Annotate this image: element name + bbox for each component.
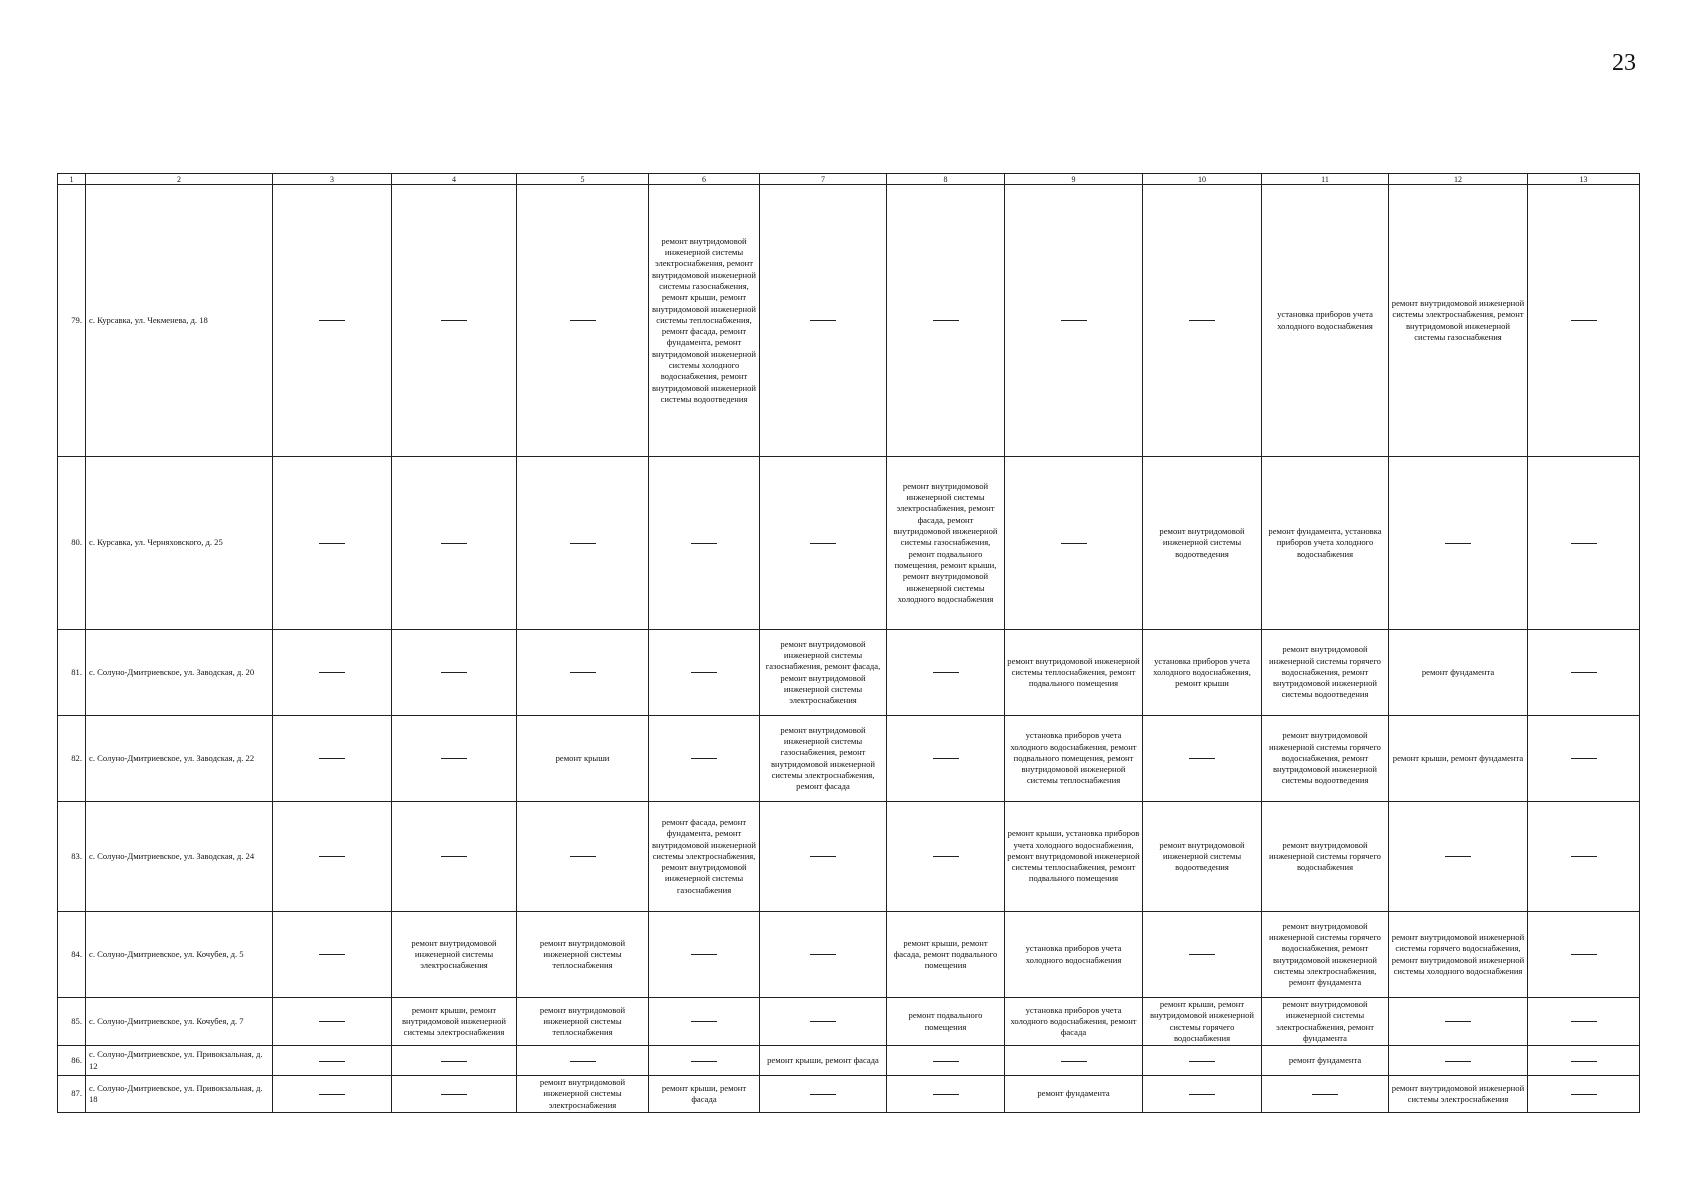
- work-type-cell: [392, 998, 517, 1046]
- work-type-cell: [760, 1046, 887, 1076]
- empty-dash-cell: [1528, 998, 1640, 1046]
- empty-dash-cell: [273, 630, 392, 716]
- work-type-cell: [1262, 912, 1389, 998]
- empty-dash-cell: [1005, 457, 1143, 630]
- work-type-cell: [649, 802, 760, 912]
- empty-dash-cell: [1389, 802, 1528, 912]
- work-type-cell: [649, 1076, 760, 1113]
- work-type-text: ремонт внутридомовой инженерной системы водоотведения: [1159, 839, 1245, 873]
- empty-dash-cell: [1528, 912, 1640, 998]
- empty-dash-cell: [517, 185, 649, 457]
- work-type-cell: [760, 630, 887, 716]
- address-cell: с. Солуно-Дмитриевское, ул. Заводская, д. 20: [86, 630, 273, 716]
- address-cell: с. Курсавка, ул. Чекменева, д. 18: [86, 185, 273, 457]
- dash-mark: [933, 856, 959, 857]
- work-type-cell: [1262, 716, 1389, 802]
- row-number-cell: 86.: [58, 1046, 86, 1076]
- empty-dash-cell: [1389, 1046, 1528, 1076]
- work-type-cell: [1389, 912, 1528, 998]
- work-type-cell: [887, 998, 1005, 1046]
- empty-dash-cell: [887, 630, 1005, 716]
- column-number-cell: 5: [517, 174, 649, 185]
- work-type-text: ремонт внутридомовой инженерной системы горячего водоснабжения, ремонт внутридомовой инженерной системы холодного водоснабжения: [1391, 931, 1525, 976]
- work-type-text: ремонт внутридомовой инженерной системы электроснабжения, ремонт внутридомовой инженерной системы газоснабжения, ремонт крыши, ремонт внутридомовой инженерной системы теплоснабжения, ремонт фасада, ремонт фундамента, ремонт внутридомовой инженерной системы холодного водоснабжения, ремонт внутридомовой инженерной системы водоотведения: [651, 235, 757, 404]
- work-type-cell: [1143, 802, 1262, 912]
- dash-mark: [1571, 954, 1597, 955]
- row-number-cell: 83.: [58, 802, 86, 912]
- dash-mark: [1061, 320, 1087, 321]
- address-cell: с. Солуно-Дмитриевское, ул. Кочубея, д. 7: [86, 998, 273, 1046]
- work-type-cell: [1005, 998, 1143, 1046]
- empty-dash-cell: [649, 630, 760, 716]
- dash-mark: [933, 758, 959, 759]
- row-number-cell: 80.: [58, 457, 86, 630]
- work-type-cell: [1143, 457, 1262, 630]
- empty-dash-cell: [517, 630, 649, 716]
- empty-dash-cell: [1528, 802, 1640, 912]
- empty-dash-cell: [392, 185, 517, 457]
- work-type-text: ремонт крыши, ремонт фасада: [661, 1082, 747, 1105]
- column-number-cell: 7: [760, 174, 887, 185]
- empty-dash-cell: [649, 457, 760, 630]
- work-type-cell: [649, 185, 760, 457]
- empty-dash-cell: [517, 1046, 649, 1076]
- dash-mark: [441, 758, 467, 759]
- empty-dash-cell: [517, 457, 649, 630]
- work-type-text: установка приборов учета холодного водоснабжения, ремонт крыши: [1153, 655, 1251, 689]
- empty-dash-cell: [273, 716, 392, 802]
- row-number-cell: 84.: [58, 912, 86, 998]
- empty-dash-cell: [1389, 457, 1528, 630]
- work-type-text: ремонт внутридомовой инженерной системы водоотведения: [1159, 526, 1245, 559]
- empty-dash-cell: [392, 457, 517, 630]
- dash-mark: [1189, 1094, 1215, 1095]
- empty-dash-cell: [1528, 1046, 1640, 1076]
- work-type-cell: [1143, 630, 1262, 716]
- empty-dash-cell: [887, 716, 1005, 802]
- empty-dash-cell: [273, 1076, 392, 1113]
- empty-dash-cell: [392, 1046, 517, 1076]
- empty-dash-cell: [1528, 457, 1640, 630]
- dash-mark: [1189, 758, 1215, 759]
- table-row: [58, 457, 1640, 630]
- dash-mark: [810, 320, 836, 321]
- empty-dash-cell: [887, 1076, 1005, 1113]
- column-number-cell: 6: [649, 174, 760, 185]
- work-type-cell: [760, 716, 887, 802]
- empty-dash-cell: [517, 802, 649, 912]
- work-type-text: ремонт подвального помещения: [908, 1010, 983, 1032]
- dash-mark: [570, 1061, 596, 1062]
- empty-dash-cell: [1262, 1076, 1389, 1113]
- work-type-text: ремонт внутридомовой инженерной системы газоснабжения, ремонт фасада, ремонт внутридомовой инженерной системы электроснабжения: [765, 638, 881, 706]
- work-type-cell: [1005, 802, 1143, 912]
- work-type-cell: [1005, 630, 1143, 716]
- dash-mark: [1189, 1061, 1215, 1062]
- work-type-text: ремонт внутридомовой инженерной системы электроснабжения, ремонт внутридомовой инженерной системы газоснабжения: [1391, 297, 1525, 342]
- work-type-cell: [1389, 630, 1528, 716]
- dash-mark: [810, 1094, 836, 1095]
- work-type-text: ремонт крыши, ремонт внутридомовой инженерной системы электроснабжения: [401, 1004, 507, 1038]
- dash-mark: [1571, 1021, 1597, 1022]
- empty-dash-cell: [760, 912, 887, 998]
- dash-mark: [1571, 1061, 1597, 1062]
- work-type-text: ремонт крыши, ремонт фасада: [767, 1055, 879, 1066]
- dash-mark: [1189, 320, 1215, 321]
- dash-mark: [319, 758, 345, 759]
- dash-mark: [441, 1061, 467, 1062]
- work-type-text: ремонт фундамента: [1037, 1088, 1110, 1099]
- dash-mark: [1571, 856, 1597, 857]
- work-type-cell: [1143, 998, 1262, 1046]
- work-type-text: ремонт фундамента: [1288, 1055, 1362, 1066]
- empty-dash-cell: [1143, 1046, 1262, 1076]
- dash-mark: [810, 1021, 836, 1022]
- column-number-cell: 11: [1262, 174, 1389, 185]
- dash-mark: [691, 758, 717, 759]
- column-number-cell: 4: [392, 174, 517, 185]
- empty-dash-cell: [1143, 912, 1262, 998]
- table-row: [58, 630, 1640, 716]
- dash-mark: [441, 320, 467, 321]
- work-type-text: ремонт фундамента, установка приборов учета холодного водоснабжения: [1268, 526, 1382, 559]
- dash-mark: [933, 320, 959, 321]
- work-type-text: ремонт крыши, ремонт фундамента: [1392, 752, 1524, 763]
- empty-dash-cell: [760, 998, 887, 1046]
- row-number-cell: 81.: [58, 630, 86, 716]
- dash-mark: [319, 1061, 345, 1062]
- dash-mark: [1571, 320, 1597, 321]
- dash-mark: [570, 543, 596, 544]
- work-type-cell: [1005, 912, 1143, 998]
- empty-dash-cell: [887, 1046, 1005, 1076]
- column-number-row: [58, 174, 1640, 185]
- work-type-text: ремонт внутридомовой инженерной системы теплоснабжения: [539, 937, 626, 971]
- column-number-cell: 9: [1005, 174, 1143, 185]
- dash-mark: [319, 1021, 345, 1022]
- dash-mark: [441, 672, 467, 673]
- address-cell: с. Солуно-Дмитриевское, ул. Заводская, д. 24: [86, 802, 273, 912]
- work-type-cell: [1005, 716, 1143, 802]
- empty-dash-cell: [1528, 185, 1640, 457]
- address-cell: с. Солуно-Дмитриевское, ул. Привокзальная, д. 12: [86, 1046, 273, 1076]
- work-type-cell: [1262, 457, 1389, 630]
- work-type-cell: [517, 912, 649, 998]
- work-type-text: ремонт внутридомовой инженерной системы электроснабжения, ремонт фундамента: [1275, 999, 1375, 1043]
- empty-dash-cell: [273, 802, 392, 912]
- table-row: [58, 1046, 1640, 1076]
- dash-mark: [1571, 1094, 1597, 1095]
- work-type-text: ремонт фасада, ремонт фундамента, ремонт внутридомовой инженерной системы электроснабжения, ремонт внутридомовой инженерной системы газоснабжения: [651, 816, 757, 895]
- empty-dash-cell: [760, 802, 887, 912]
- work-type-cell: [887, 457, 1005, 630]
- empty-dash-cell: [1528, 716, 1640, 802]
- row-number-cell: 87.: [58, 1076, 86, 1113]
- column-number-cell: 13: [1528, 174, 1640, 185]
- work-schedule-table: [57, 173, 1640, 1113]
- dash-mark: [1445, 1061, 1471, 1062]
- dash-mark: [319, 1094, 345, 1095]
- dash-mark: [933, 1094, 959, 1095]
- address-cell: с. Солуно-Дмитриевское, ул. Кочубея, д. 5: [86, 912, 273, 998]
- dash-mark: [1189, 954, 1215, 955]
- dash-mark: [319, 543, 345, 544]
- work-type-text: установка приборов учета холодного водоснабжения: [1277, 309, 1373, 331]
- dash-mark: [319, 954, 345, 955]
- work-type-text: ремонт крыши: [555, 752, 610, 763]
- dash-mark: [810, 954, 836, 955]
- work-type-cell: [1262, 185, 1389, 457]
- work-type-cell: [392, 912, 517, 998]
- dash-mark: [319, 320, 345, 321]
- dash-mark: [570, 672, 596, 673]
- column-number-cell: 3: [273, 174, 392, 185]
- dash-mark: [441, 1094, 467, 1095]
- dash-mark: [1571, 758, 1597, 759]
- work-type-cell: [1389, 185, 1528, 457]
- empty-dash-cell: [273, 1046, 392, 1076]
- empty-dash-cell: [1005, 185, 1143, 457]
- work-type-text: ремонт внутридомовой инженерной системы горячего водоснабжения, ремонт внутридомовой инженерной системы водоотведения: [1269, 730, 1381, 786]
- work-type-text: ремонт внутридомовой инженерной системы теплоснабжения: [539, 1004, 626, 1038]
- dash-mark: [570, 856, 596, 857]
- work-type-text: ремонт внутридомовой инженерной системы электроснабжения: [539, 1077, 626, 1110]
- column-number-cell: 1: [58, 174, 86, 185]
- empty-dash-cell: [273, 457, 392, 630]
- dash-mark: [1445, 543, 1471, 544]
- row-number-cell: 79.: [58, 185, 86, 457]
- work-type-text: ремонт крыши, установка приборов учета холодного водоснабжения, ремонт внутридомовой инженерной системы теплоснабжения, ремонт подвального помещения: [1007, 828, 1140, 884]
- column-number-cell: 12: [1389, 174, 1528, 185]
- work-type-text: ремонт внутридомовой инженерной системы горячего водоснабжения: [1269, 839, 1381, 873]
- work-type-cell: [1262, 1046, 1389, 1076]
- work-type-cell: [517, 716, 649, 802]
- address-cell: с. Курсавка, ул. Черняховского, д. 25: [86, 457, 273, 630]
- work-type-cell: [1389, 716, 1528, 802]
- dash-mark: [570, 320, 596, 321]
- empty-dash-cell: [760, 1076, 887, 1113]
- dash-mark: [1445, 1021, 1471, 1022]
- dash-mark: [1061, 1061, 1087, 1062]
- work-type-text: ремонт внутридомовой инженерной системы электроснабжения, ремонт фасада, ремонт внутридомовой инженерной системы газоснабжения, ремонт подвального помещения, ремонт крыши, ремонт внутридомовой инженерной системы холодного водоснабжения: [893, 480, 998, 604]
- table-row: [58, 716, 1640, 802]
- work-type-cell: [1389, 1076, 1528, 1113]
- work-type-cell: [1005, 1076, 1143, 1113]
- dash-mark: [810, 856, 836, 857]
- dash-mark: [691, 954, 717, 955]
- empty-dash-cell: [1143, 1076, 1262, 1113]
- page-number: 23: [1612, 50, 1636, 76]
- empty-dash-cell: [887, 185, 1005, 457]
- empty-dash-cell: [649, 716, 760, 802]
- table-row: [58, 1076, 1640, 1113]
- empty-dash-cell: [887, 802, 1005, 912]
- empty-dash-cell: [1528, 630, 1640, 716]
- table-row: [58, 998, 1640, 1046]
- empty-dash-cell: [392, 802, 517, 912]
- dash-mark: [441, 543, 467, 544]
- work-type-text: ремонт внутридомовой инженерной системы газоснабжения, ремонт внутридомовой инженерной системы электроснабжения, ремонт фасада: [770, 724, 876, 792]
- empty-dash-cell: [760, 457, 887, 630]
- work-type-text: ремонт внутридомовой инженерной системы горячего водоснабжения, ремонт внутридомовой инженерной системы водоотведения: [1269, 644, 1381, 700]
- dash-mark: [1571, 672, 1597, 673]
- dash-mark: [933, 1061, 959, 1062]
- empty-dash-cell: [649, 912, 760, 998]
- empty-dash-cell: [1005, 1046, 1143, 1076]
- column-number-cell: 8: [887, 174, 1005, 185]
- dash-mark: [691, 1061, 717, 1062]
- work-type-cell: [517, 998, 649, 1046]
- address-cell: с. Солуно-Дмитриевское, ул. Привокзальная, д. 18: [86, 1076, 273, 1113]
- dash-mark: [1312, 1094, 1338, 1095]
- dash-mark: [810, 543, 836, 544]
- work-type-text: ремонт фундамента: [1421, 666, 1495, 677]
- dash-mark: [319, 856, 345, 857]
- work-type-cell: [887, 912, 1005, 998]
- empty-dash-cell: [273, 912, 392, 998]
- column-number-cell: 2: [86, 174, 273, 185]
- column-number-cell: 10: [1143, 174, 1262, 185]
- work-type-text: ремонт внутридомовой инженерной системы горячего водоснабжения, ремонт внутридомовой инженерной системы электроснабжения, ремонт фундамента: [1269, 920, 1381, 988]
- empty-dash-cell: [760, 185, 887, 457]
- empty-dash-cell: [1143, 716, 1262, 802]
- empty-dash-cell: [649, 998, 760, 1046]
- work-type-text: ремонт внутридомовой инженерной системы электроснабжения: [411, 937, 497, 971]
- address-cell: с. Солуно-Дмитриевское, ул. Заводская, д. 22: [86, 716, 273, 802]
- empty-dash-cell: [392, 1076, 517, 1113]
- work-type-cell: [1262, 802, 1389, 912]
- dash-mark: [691, 543, 717, 544]
- work-type-text: установка приборов учета холодного водоснабжения, ремонт подвального помещения, ремонт внутридомовой инженерной системы теплоснабжения: [1010, 730, 1137, 786]
- row-number-cell: 82.: [58, 716, 86, 802]
- empty-dash-cell: [1528, 1076, 1640, 1113]
- table-row: [58, 802, 1640, 912]
- work-type-cell: [1262, 630, 1389, 716]
- work-type-text: ремонт внутридомовой инженерной системы электроснабжения: [1391, 1082, 1525, 1105]
- dash-mark: [319, 672, 345, 673]
- empty-dash-cell: [392, 630, 517, 716]
- dash-mark: [1445, 856, 1471, 857]
- dash-mark: [441, 856, 467, 857]
- dash-mark: [1061, 543, 1087, 544]
- empty-dash-cell: [273, 185, 392, 457]
- work-type-cell: [1262, 998, 1389, 1046]
- work-type-cell: [517, 1076, 649, 1113]
- row-number-cell: 85.: [58, 998, 86, 1046]
- work-type-text: установка приборов учета холодного водоснабжения, ремонт фасада: [1010, 1004, 1137, 1038]
- empty-dash-cell: [1143, 185, 1262, 457]
- empty-dash-cell: [649, 1046, 760, 1076]
- dash-mark: [691, 1021, 717, 1022]
- dash-mark: [933, 672, 959, 673]
- dash-mark: [691, 672, 717, 673]
- work-type-text: ремонт крыши, ремонт фасада, ремонт подвального помещения: [893, 937, 998, 971]
- empty-dash-cell: [1389, 998, 1528, 1046]
- work-type-text: ремонт крыши, ремонт внутридомовой инженерной системы горячего водоснабжения: [1149, 999, 1255, 1043]
- empty-dash-cell: [392, 716, 517, 802]
- dash-mark: [1571, 543, 1597, 544]
- empty-dash-cell: [273, 998, 392, 1046]
- table-row: [58, 912, 1640, 998]
- table-row: [58, 185, 1640, 457]
- work-type-text: ремонт внутридомовой инженерной системы теплоснабжения, ремонт подвального помещения: [1007, 655, 1140, 689]
- work-type-text: установка приборов учета холодного водоснабжения: [1025, 943, 1122, 965]
